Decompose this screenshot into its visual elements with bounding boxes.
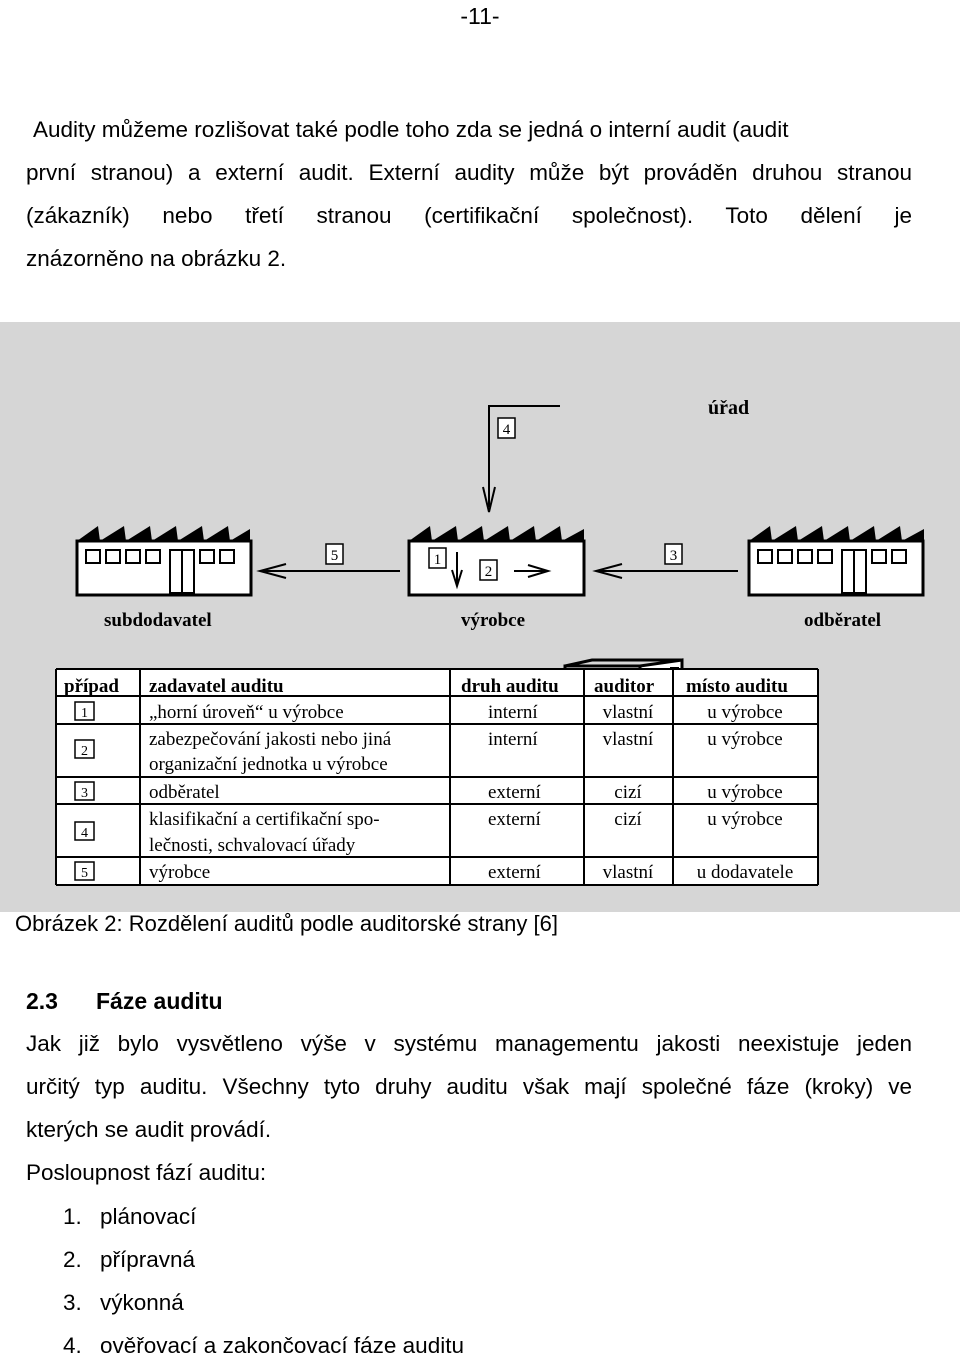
table-place-5: u dodavatele	[696, 862, 794, 883]
marker-4-label: 4	[502, 422, 511, 438]
list-item-label: výkonná	[100, 1290, 184, 1315]
table-place-2: u výrobce	[707, 729, 783, 750]
table-auditor-3: cizí	[614, 782, 642, 803]
table-case-1: 1	[81, 706, 88, 721]
table-client-5: výrobce	[149, 862, 211, 883]
marker-3-label: 3	[669, 548, 678, 564]
list-item-number: 1.	[63, 1204, 82, 1229]
customer-label: odběratel	[804, 610, 882, 631]
table-case-4: 4	[81, 826, 88, 841]
office-label: úřad	[708, 397, 750, 419]
intro-line: Audity můžeme rozlišovat také podle toho zda se jedná o interní audit (audit	[33, 117, 789, 142]
list-intro: Posloupnost fází auditu:	[26, 1160, 267, 1185]
phase-list	[63, 1195, 464, 1367]
table-client-1: „horní úroveň“ u výrobce	[149, 702, 344, 723]
factory-customer-icon	[749, 526, 924, 595]
table-auditor-2: vlastní	[602, 729, 654, 750]
table-client-4b: lečnosti, schvalovací úřady	[149, 835, 356, 856]
table-place-1: u výrobce	[707, 702, 783, 723]
list-item-number: 4.	[63, 1333, 82, 1358]
table-auditor-5: vlastní	[602, 862, 654, 883]
table-type-2: interní	[488, 729, 538, 750]
table-type-3: externí	[488, 782, 541, 803]
table-place-3: u výrobce	[707, 782, 783, 803]
body-line: kterých se audit provádí.	[26, 1117, 272, 1142]
figure-caption: Obrázek 2: Rozdělení auditů podle auditorské strany [6]	[15, 911, 558, 936]
table-client-2b: organizační jednotka u výrobce	[149, 754, 388, 775]
audit-table	[56, 669, 818, 885]
section-number: 2.3	[26, 988, 58, 1014]
figure-audit-parties	[0, 322, 960, 912]
body-line: Jak již bylo vysvětleno výše v systému managementu jakosti neexistuje jeden	[26, 1031, 912, 1056]
table-type-5: externí	[488, 862, 541, 883]
table-client-4a: klasifikační a certifikační spo-	[149, 809, 380, 830]
table-auditor-1: vlastní	[602, 702, 654, 723]
list-item-label: ověřovací a zakončovací fáze auditu	[100, 1333, 464, 1358]
intro-line: znázorněno na obrázku 2.	[26, 246, 287, 271]
list-item-label: přípravná	[100, 1247, 196, 1272]
audit-diagram	[0, 322, 960, 912]
list-item-number: 2.	[63, 1247, 82, 1272]
producer-label: výrobce	[461, 610, 526, 631]
table-client-2a: zabezpečování jakosti nebo jiná	[149, 729, 392, 750]
intro-paragraph	[26, 108, 912, 280]
table-client-3: odběratel	[149, 782, 220, 803]
table-header-type: druh auditu	[461, 676, 559, 697]
body-paragraph	[26, 1022, 912, 1194]
arrow-office-to-producer	[483, 406, 560, 512]
table-case-2: 2	[81, 744, 88, 759]
table-header-client: zadavatel auditu	[149, 676, 284, 697]
table-place-4: u výrobce	[707, 809, 783, 830]
list-item	[63, 1195, 464, 1238]
intro-line: první stranou) a externí audit. Externí audity může být prováděn druhou stranou	[26, 160, 912, 185]
arrow-producer-to-subcontractor	[260, 564, 400, 578]
list-item	[63, 1238, 464, 1281]
marker-5-label: 5	[330, 548, 339, 564]
table-type-4: externí	[488, 809, 541, 830]
table-header-auditor: auditor	[594, 676, 655, 697]
list-item	[63, 1324, 464, 1367]
section-heading	[26, 986, 223, 1016]
marker-2-label: 2	[484, 564, 493, 580]
list-item-number: 3.	[63, 1290, 82, 1315]
intro-line: (zákazník) nebo třetí stranou (certifikační společnost). Toto dělení je	[26, 203, 912, 228]
list-item-label: plánovací	[100, 1204, 197, 1229]
table-auditor-4: cizí	[614, 809, 642, 830]
table-header-place: místo auditu	[686, 676, 788, 697]
table-type-1: interní	[488, 702, 538, 723]
subcontractor-label: subdodavatel	[104, 610, 212, 631]
page-number: -11-	[460, 3, 500, 29]
list-item	[63, 1281, 464, 1324]
table-case-3: 3	[81, 786, 88, 801]
factory-subcontractor-icon	[77, 526, 251, 595]
arrow-customer-to-producer	[596, 564, 738, 578]
marker-1-label: 1	[433, 552, 442, 568]
table-case-5: 5	[81, 866, 88, 881]
table-header-case: případ	[64, 676, 119, 697]
section-title: Fáze auditu	[96, 988, 223, 1014]
body-line: určitý typ auditu. Všechny tyto druhy auditu však mají společné fáze (kroky) ve	[26, 1074, 912, 1099]
